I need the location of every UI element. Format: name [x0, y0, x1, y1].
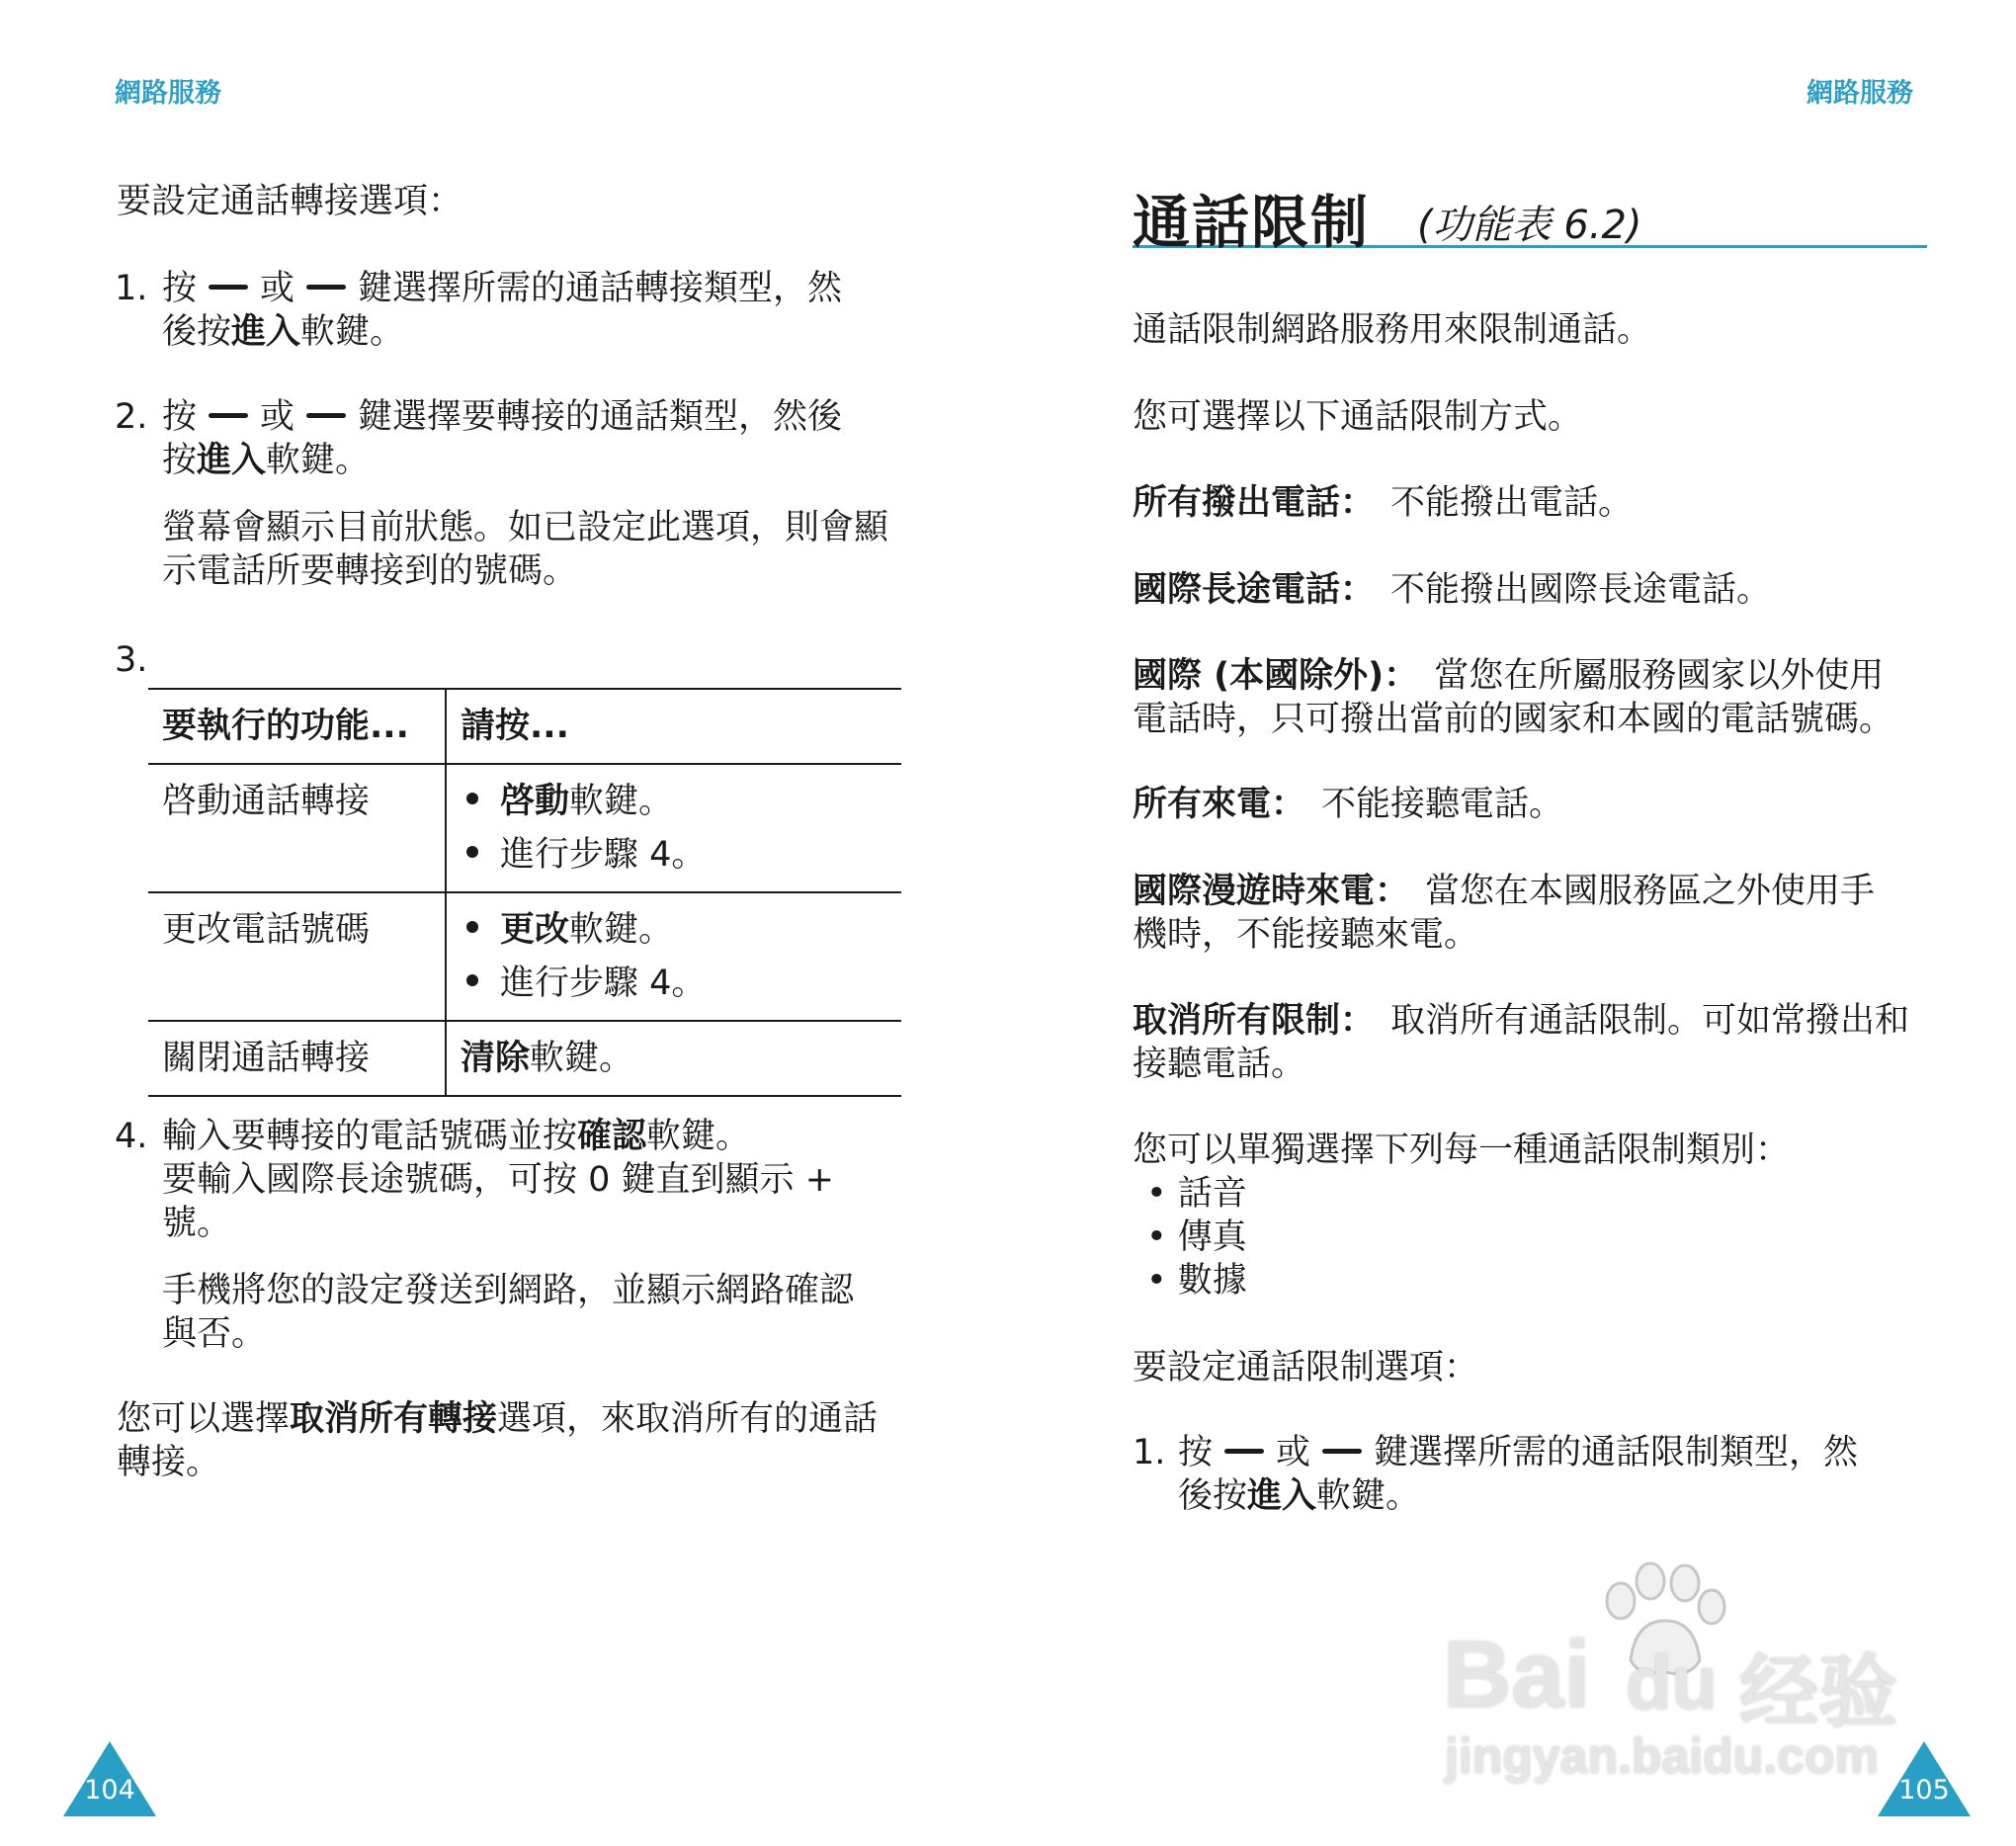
- step-4: 4. 輸入要轉接的電話號碼並按確認軟鍵。 要輸入國際長途號碼，可按 0 鍵直到顯示 + 號。 手機將您的設定發送到網路，並顯示網路確認 與否。: [117, 1115, 897, 1356]
- definition-item: 取消所有限制： 取消所有通話限制。可如常撥出和 接聽電話。: [1133, 1001, 1910, 1084]
- table-row: 啓動通話轉接 啓動軟鍵。 進行步驟 4。: [148, 764, 901, 892]
- down-key-icon: [1322, 1449, 1362, 1454]
- step-2-note: 螢幕會顯示目前狀態。如已設定此選項，則會顯 示電話所要轉接到的號碼。: [162, 508, 889, 591]
- down-key-icon: [306, 413, 346, 418]
- table-row: 更改電話號碼 更改軟鍵。 進行步驟 4。: [148, 892, 901, 1021]
- step-4-note: 手機將您的設定發送到網路，並顯示網路確認 與否。: [162, 1271, 855, 1354]
- closing-text: 您可以選擇取消所有轉接選項，來取消所有的通話 轉接。: [117, 1399, 879, 1482]
- section-header: 網路服務: [115, 78, 221, 109]
- page-number: 104: [84, 1775, 135, 1805]
- paragraph: 通話限制網路服務用來限制通話。: [1133, 310, 1652, 350]
- up-key-icon: [1224, 1449, 1264, 1454]
- list-item: • 話音: [1146, 1174, 1247, 1214]
- bullet-icon: [466, 974, 478, 986]
- bullet-icon: [466, 846, 478, 858]
- paragraph: 您可以單獨選擇下列每一種通話限制類別：: [1133, 1131, 1791, 1170]
- up-key-icon: [209, 413, 248, 418]
- bullet-icon: [466, 793, 478, 804]
- page-number-badge: [63, 1741, 156, 1816]
- definition-item: 所有來電： 不能接聽電話。: [1133, 785, 1564, 824]
- step-3-number: 3.: [115, 640, 148, 680]
- list-item: • 數據: [1146, 1261, 1247, 1301]
- definition-item: 國際漫遊時來電： 當您在本國服務區之外使用手 機時，不能接聽來電。: [1133, 872, 1876, 955]
- step-1: 1. 按 或 鍵選擇所需的通話轉接類型，然 後按進入軟鍵。: [115, 269, 843, 352]
- table-header-function: 要執行的功能...: [148, 689, 446, 764]
- paragraph: 您可選擇以下通話限制方式。: [1133, 397, 1583, 437]
- down-key-icon: [306, 285, 346, 290]
- page-title: 通話限制: [1133, 189, 1371, 256]
- function-table: [148, 688, 901, 1097]
- paragraph: 要設定通話限制選項：: [1133, 1348, 1479, 1387]
- baidu-watermark: [1443, 1561, 1917, 1789]
- watermark-brand-du: du: [1626, 1641, 1718, 1725]
- menu-reference: (功能表 6.2): [1417, 203, 1642, 248]
- step-1: 1. 按 或 鍵選擇所需的通話限制類型，然 後按進入軟鍵。: [1133, 1433, 1859, 1516]
- up-key-icon: [209, 285, 248, 290]
- watermark-url: jingyan.baidu.com: [1445, 1728, 1879, 1784]
- section-title-block: [1133, 176, 1927, 256]
- intro-text: 要設定通話轉接選項：: [117, 182, 463, 221]
- definition-item: 所有撥出電話： 不能撥出電話。: [1133, 483, 1634, 523]
- page-number: 105: [1898, 1775, 1950, 1805]
- definition-item: 國際長途電話： 不能撥出國際長途電話。: [1133, 570, 1772, 610]
- section-header: 網路服務: [1806, 78, 1913, 109]
- watermark-cn: 经验: [1739, 1646, 1897, 1738]
- table-row: 關閉通話轉接 清除軟鍵。: [148, 1021, 901, 1096]
- step-2: 2. 按 或 鍵選擇要轉接的通話類型，然後 按進入軟鍵。 螢幕會顯示目前狀態。如已設定此選項，則會顯 示電話所要轉接到的號碼。: [117, 395, 897, 593]
- bullet-icon: [466, 921, 478, 933]
- list-item: • 傳真: [1146, 1217, 1247, 1257]
- table-header-press: 請按...: [461, 707, 569, 746]
- definition-item: 國際 (本國除外)： 當您在所屬服務國家以外使用 電話時，只可撥出當前的國家和本國的電話號碼。: [1133, 656, 1894, 739]
- table-header-row: [148, 689, 901, 764]
- watermark-brand: Bai: [1443, 1622, 1591, 1727]
